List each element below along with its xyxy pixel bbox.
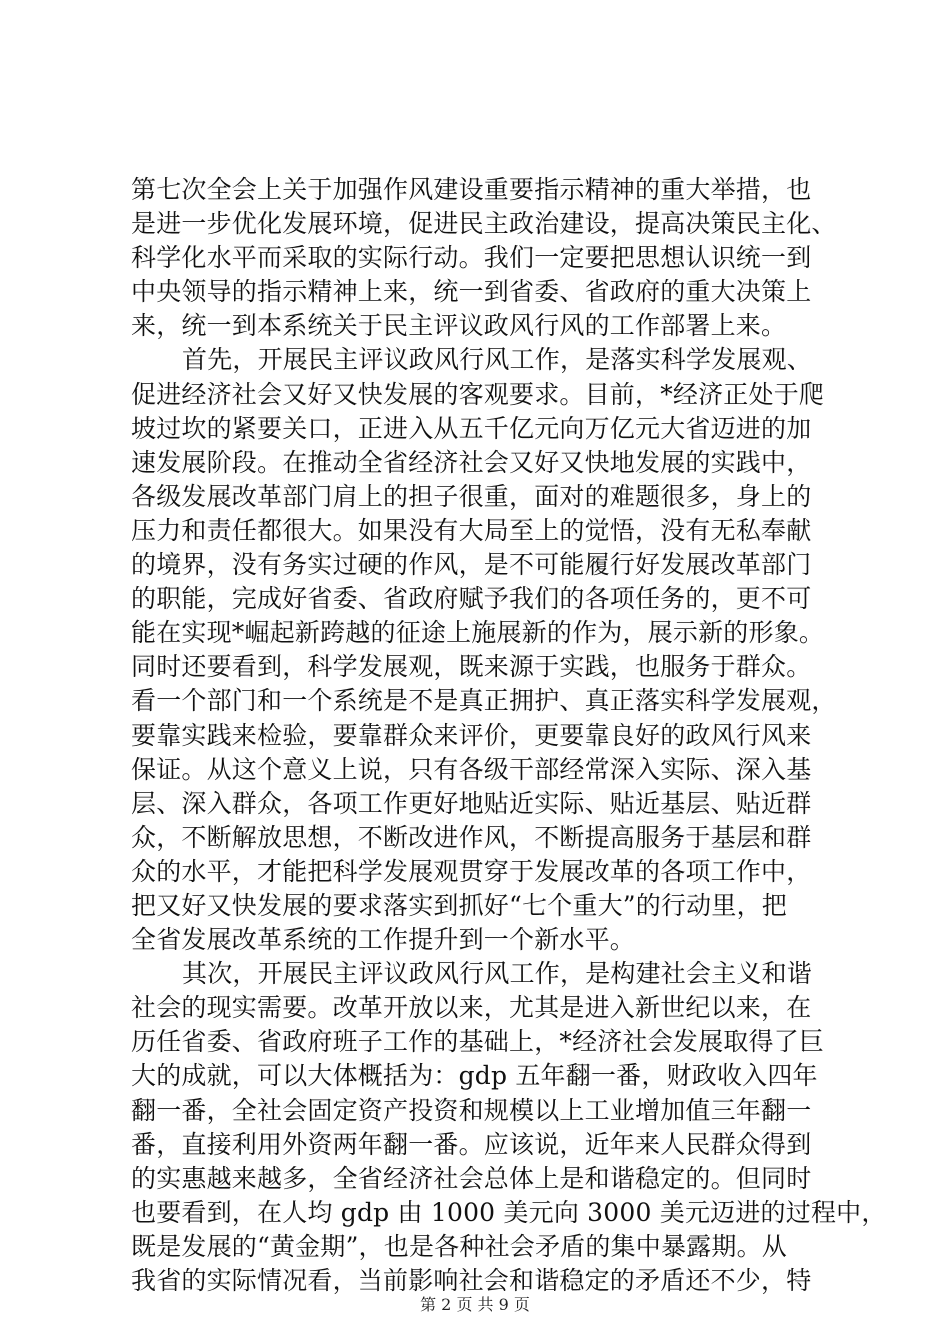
text-line: 第七次全会上关于加强作风建设重要指示精神的重大举措，也 — [131, 175, 812, 204]
text-line: 层、深入群众，各项工作更好地贴近实际、贴近基层、贴近群 — [131, 788, 812, 818]
text-line: 科学化水平而采取的实际行动。我们一定要把思想认识统一到 — [131, 243, 812, 273]
text-line: 保证。从这个意义上说，只有各级干部经常深入实际、深入基 — [131, 754, 812, 784]
text-line: 能在实现*崛起新跨越的征途上施展新的作为，展示新的形象。 — [131, 618, 825, 648]
text-line: 的职能，完成好省委、省政府赋予我们的各项任务的，更不可 — [131, 584, 812, 614]
text-line: 众的水平，才能把科学发展观贯穿于发展改革的各项工作中， — [131, 856, 812, 886]
paragraph-first-line: 其次，开展民主评议政风行风工作，是构建社会主义和谐 — [182, 959, 813, 989]
text-line: 坡过坎的紧要关口，正进入从五千亿元向万亿元大省迈进的加 — [131, 413, 812, 443]
text-line: 把又好又快发展的要求落实到抓好“七个重大”的行动里，把 — [131, 890, 787, 920]
text-line: 是进一步优化发展环境，促进民主政治建设，提高决策民主化、 — [131, 209, 837, 239]
document-body — [131, 173, 887, 1298]
text-line: 既是发展的“黄金期”，也是各种社会矛盾的集中暴露期。从 — [131, 1231, 787, 1261]
text-line: 同时还要看到，科学发展观，既来源于实践，也服务于群众。 — [131, 652, 812, 682]
text-line: 速发展阶段。在推动全省经济社会又好又快地发展的实践中， — [131, 447, 812, 477]
text-line: 全省发展改革系统的工作提升到一个新水平。 — [131, 925, 636, 955]
page-footer: 第 2 页 共 9 页 — [420, 1295, 530, 1314]
text-line: 促进经济社会又好又快发展的客观要求。目前，*经济正处于爬 — [131, 379, 825, 409]
text-line: 大的成就，可以大体概括为：gdp 五年翻一番，财政收入四年 — [131, 1061, 818, 1091]
text-line: 也要看到，在人均 gdp 由 1000 美元向 3000 美元迈进的过程中， — [131, 1197, 887, 1227]
text-line: 的境界，没有务实过硬的作风，是不可能履行好发展改革部门 — [131, 550, 812, 580]
text-line: 历任省委、省政府班子工作的基础上，*经济社会发展取得了巨 — [131, 1027, 825, 1057]
text-line: 翻一番，全社会固定资产投资和规模以上工业增加值三年翻一 — [131, 1095, 812, 1125]
text-line: 中央领导的指示精神上来，统一到省委、省政府的重大决策上 — [131, 277, 812, 307]
text-line: 我省的实际情况看，当前影响社会和谐稳定的矛盾还不少，特 — [131, 1266, 812, 1295]
text-line: 来，统一到本系统关于民主评议政风行风的工作部署上来。 — [131, 311, 787, 341]
text-line: 要靠实践来检验，要靠群众来评价，更要靠良好的政风行风来 — [131, 720, 812, 750]
paragraph-first-line: 首先，开展民主评议政风行风工作，是落实科学发展观、 — [182, 345, 813, 375]
text-line: 看一个部门和一个系统是不是真正拥护、真正落实科学发展观， — [131, 686, 837, 716]
text-line: 的实惠越来越多，全省经济社会总体上是和谐稳定的。但同时 — [131, 1163, 812, 1193]
text-line: 压力和责任都很大。如果没有大局至上的觉悟，没有无私奉献 — [131, 515, 812, 545]
text-line: 各级发展改革部门肩上的担子很重，面对的难题很多，身上的 — [131, 481, 812, 511]
text-line: 众，不断解放思想，不断改进作风，不断提高服务于基层和群 — [131, 822, 812, 852]
text-line: 番，直接利用外资两年翻一番。应该说，近年来人民群众得到 — [131, 1129, 812, 1159]
text-line: 社会的现实需要。改革开放以来，尤其是进入新世纪以来，在 — [131, 993, 812, 1023]
